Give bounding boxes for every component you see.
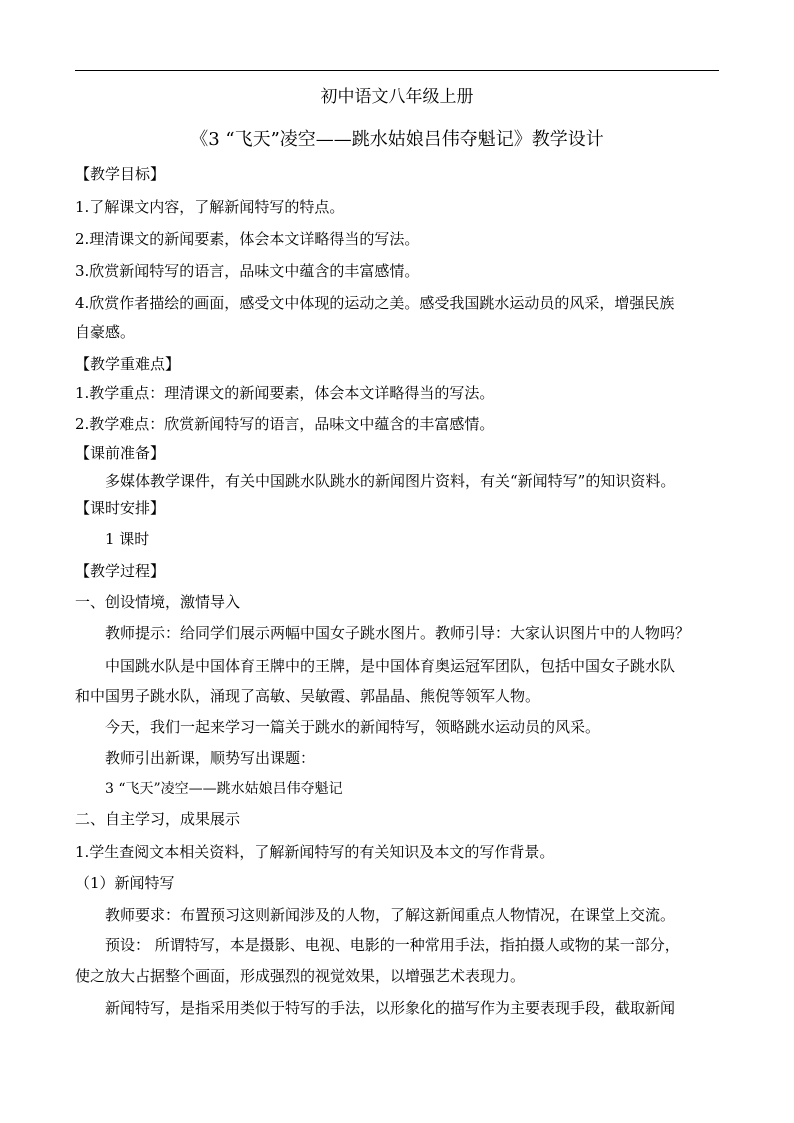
objective-item: 2.理清课文的新闻要素，体会本文详略得当的写法。 bbox=[75, 230, 420, 248]
step1-paragraph: 中国跳水队是中国体育王牌中的王牌，是中国体育奥运冠军团队，包括中国女子跳水队 bbox=[105, 657, 676, 675]
lesson-title-line: 3 “飞天”凌空——跳水姑娘吕伟夺魁记 bbox=[105, 781, 343, 797]
objectives-heading: 【教学目标】 bbox=[75, 165, 166, 183]
step1-paragraph: 教师提示：给同学们展示两幅中国女子跳水图片。教师引导：大家认识图片中的人物吗？ bbox=[105, 624, 691, 642]
step2-paragraph: 新闻特写，是指采用类似于特写的手法，以形象化的描写作为主要表现手段，截取新闻 bbox=[105, 999, 676, 1017]
step1-paragraph-continuation: 和中国男子跳水队，涌现了高敏、吴敏霞、郭晶晶、熊倪等领军人物。 bbox=[75, 687, 541, 705]
step1-heading: 一、创设情境，激情导入 bbox=[75, 593, 241, 611]
step2-paragraph: 预设： 所谓特写，本是摄影、电视、电影的一种常用手法，指拍摄人或物的某一部分， bbox=[105, 936, 680, 954]
step2-subheading: （1）新闻特写 bbox=[75, 874, 175, 892]
keypoint-item: 2.教学难点：欣赏新闻特写的语言，品味文中蕴含的丰富感情。 bbox=[75, 415, 495, 433]
prep-heading: 【课前准备】 bbox=[75, 444, 166, 462]
header-rule bbox=[75, 70, 719, 71]
document-title: 《3 “飞天”凌空——跳水姑娘吕伟夺魁记》教学设计 bbox=[190, 129, 604, 150]
step2-paragraph: 教师要求：布置预习这则新闻涉及的人物，了解这新闻重点人物情况，在课堂上交流。 bbox=[105, 906, 676, 924]
objective-item: 3.欣赏新闻特写的语言，品味文中蕴含的丰富感情。 bbox=[75, 262, 420, 280]
prep-text: 多媒体教学课件，有关中国跳水队跳水的新闻图片资料，有关“新闻特写”的知识资料。 bbox=[105, 472, 676, 490]
keypoint-item: 1.教学重点：理清课文的新闻要素，体会本文详略得当的写法。 bbox=[75, 384, 495, 402]
step2-item: 1.学生查阅文本相关资料，了解新闻特写的有关知识及本文的写作背景。 bbox=[75, 843, 555, 861]
step1-paragraph: 教师引出新课，顺势写出课题： bbox=[105, 749, 316, 767]
schedule-heading: 【课时安排】 bbox=[75, 499, 166, 517]
objective-item: 1.了解课文内容，了解新闻特写的特点。 bbox=[75, 198, 345, 216]
step1-paragraph: 今天，我们一起来学习一篇关于跳水的新闻特写，领略跳水运动员的风采。 bbox=[105, 718, 601, 736]
document-grade-title: 初中语文八年级上册 bbox=[320, 87, 474, 107]
process-heading: 【教学过程】 bbox=[75, 562, 166, 580]
step2-heading: 二、自主学习，成果展示 bbox=[75, 810, 241, 828]
keypoints-heading: 【教学重难点】 bbox=[75, 355, 181, 373]
schedule-text: 1 课时 bbox=[105, 530, 150, 548]
objective-item-continuation: 自豪感。 bbox=[75, 323, 136, 341]
step2-paragraph-continuation: 使之放大占据整个画面，形成强烈的视觉效果，以增强艺术表现力。 bbox=[75, 967, 526, 985]
objective-item: 4.欣赏作者描绘的画面，感受文中体现的运动之美。感受我国跳水运动员的风采，增强民族 bbox=[75, 294, 675, 312]
